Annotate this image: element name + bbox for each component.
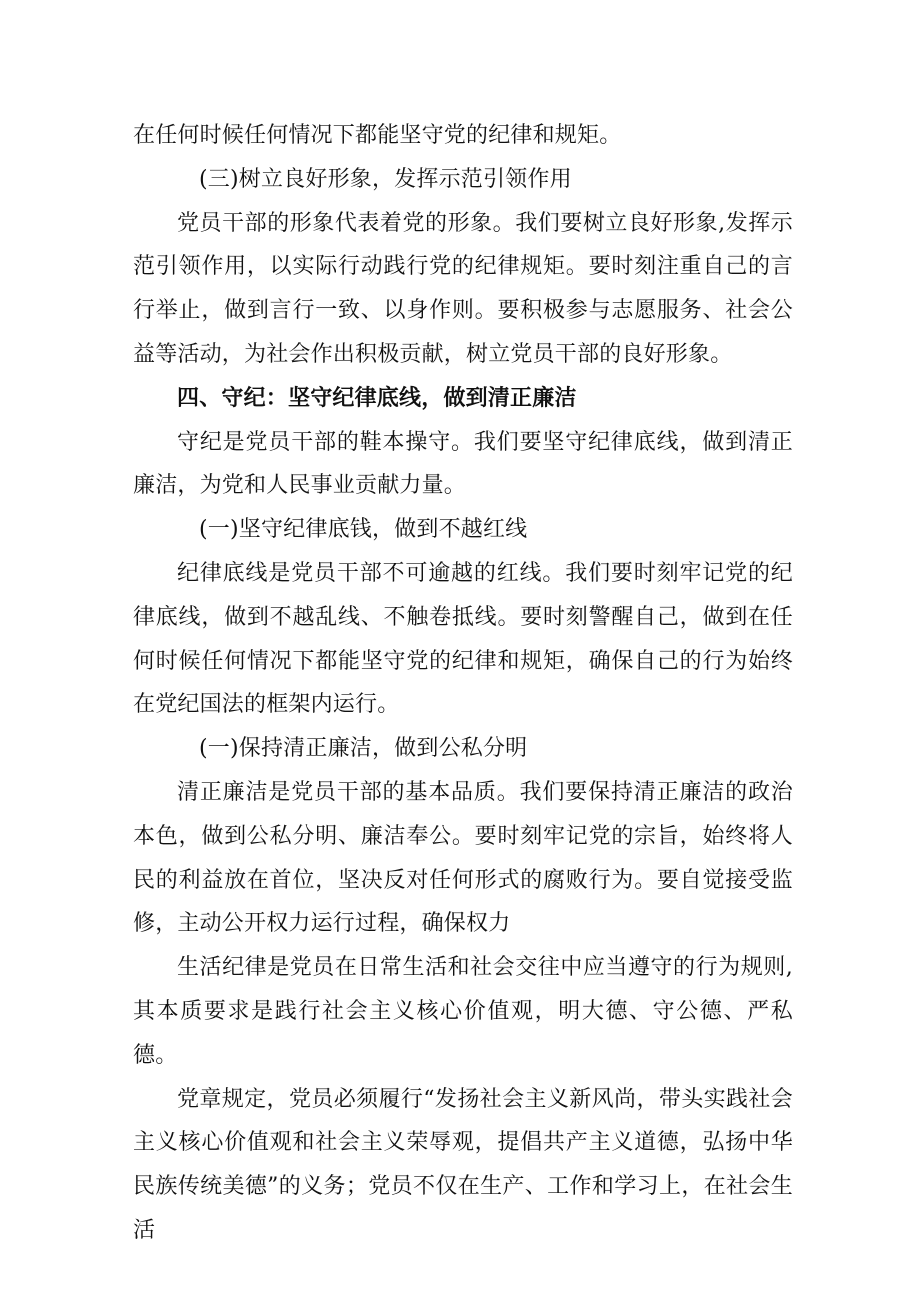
section-subheading: (一)坚守纪律底钱，做到不越红线 [199,517,528,543]
body-paragraph: 纪律底线是党员干部不可逾越的红线。我们要时刻牢记党的纪律底线，做到不越乱线、不触卷抵线。要时刻警醒自己，做到在任何时候任何情况下都能坚守党的纪律和规矩，确保自己的行为始终在党纪国法的框架内运行。 [133,560,793,718]
section-heading: 四、守纪：坚守纪律底线，做到清正廉洁 [177,385,577,411]
document-body [133,114,793,1253]
section-subheading: (三)树立良好形象，发挥示范引领作用 [199,166,572,192]
section-subheading: (一)保持清正廉洁，做到公私分明 [199,736,528,762]
body-paragraph: 党员干部的形象代表着党的形象。我们要树立良好形象,发挥示范引领作用，以实际行动践行党的纪律规矩。要时刻注重自己的言行举止，做到言行一致、以身作则。要积极参与志愿服务、社会公益等活动，为社会作出积极贡献，树立党员干部的良好形象。 [133,210,793,367]
continuation-paragraph: 在任何时候任何情况下都能坚守党的纪律和规矩。 [133,123,622,148]
body-paragraph: 守纪是党员干部的鞋本操守。我们要坚守纪律底线，做到清正廉洁，为党和人民事业贡献力量。 [133,429,793,499]
body-paragraph: 生活纪律是党员在日常生活和社会交往中应当遵守的行为规则,其本质要求是践行社会主义核心价值观，明大德、守公德、严私德。 [133,955,793,1068]
body-paragraph: 党章规定，党员必须履行“发扬社会主义新风尚，带头实践社会主义核心价值观和社会主义荣辱观，提倡共产主义道德，弘扬中华民族传统美德”的义务；党员不仅在生产、工作和学习上，在社会生活 [133,1086,793,1243]
body-paragraph: 清正廉洁是党员干部的基本品质。我们要保持清正廉洁的政治本色，做到公私分明、廉洁奉公。要时刻牢记党的宗旨，始终将人民的利益放在首位，坚决反对任何形式的腐败行为。要自觉接受监修，主动公开权力运行过程，确保权力 [133,779,793,937]
